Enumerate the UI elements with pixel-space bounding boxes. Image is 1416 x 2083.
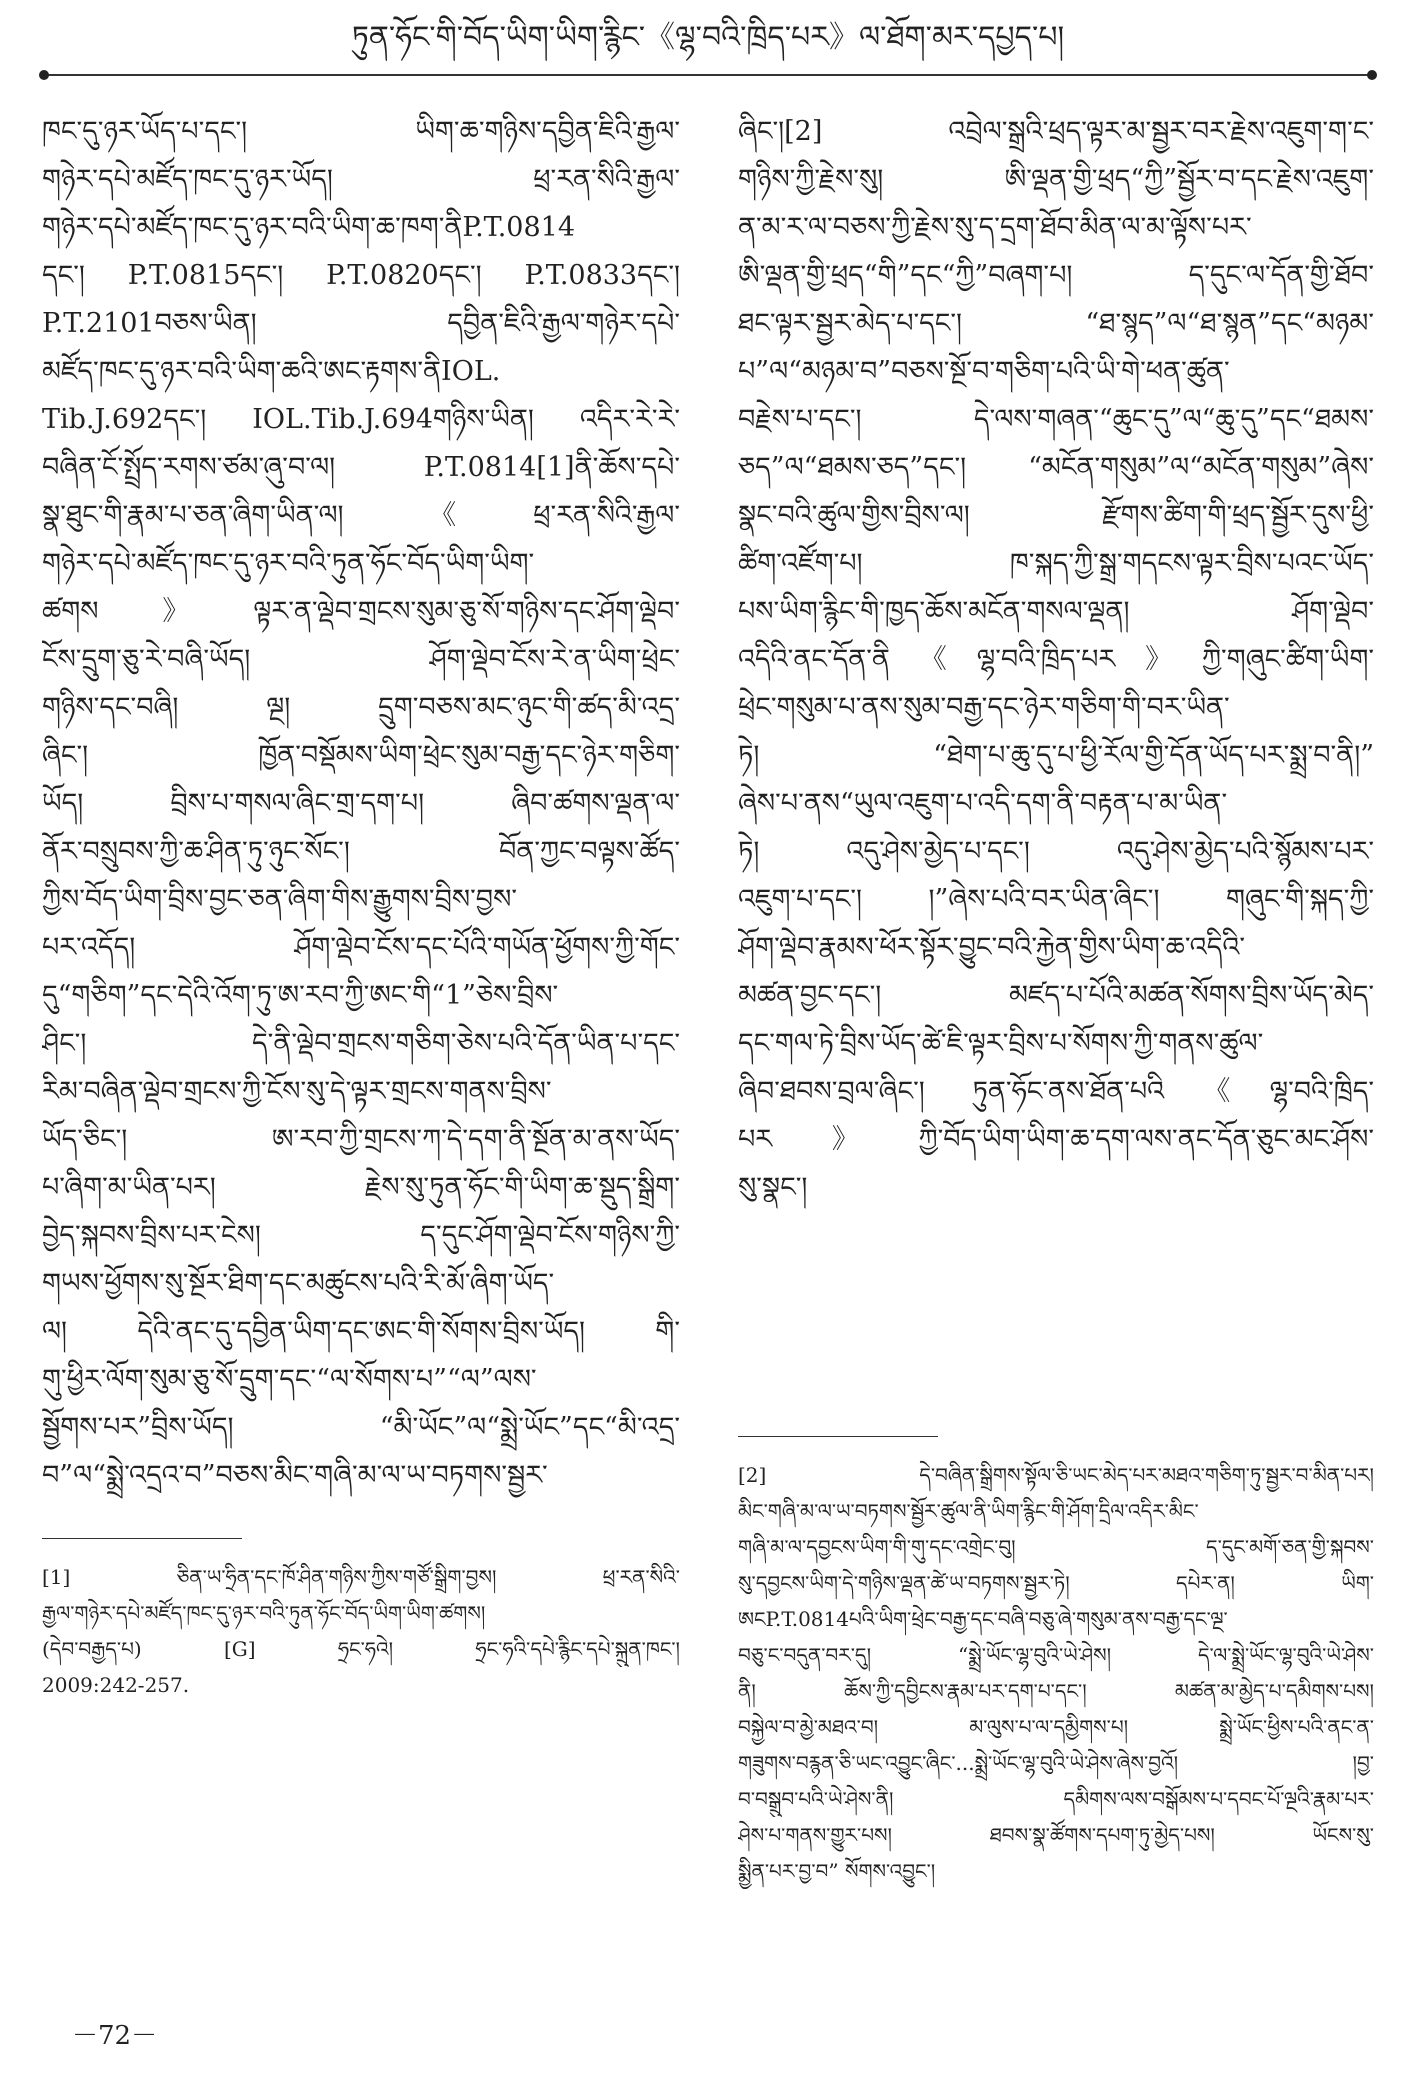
text-line: གཉིས་དང་བཞི། ལྔ། དྲུག་བཅས་མང་ཉུང་གི་ཚད་མི་འདྲ་ [42,692,680,723]
text-line: ནོར་བསྲུབས་ཀྱི་ཆ་ཤིན་ཏུ་ཉུང་སོང་། བོན་ཀྱང་བལྟས་ཚོད་ [42,836,680,867]
footnote-rule [738,1436,938,1437]
text-line: ཞེས་པ་ནས“ཡུལ་འཇུག་པ་འདི་དག་ནི་བརྟན་པ་མ་ཡིན་ [738,788,1228,819]
text-line: རིམ་བཞིན་ལྡེབ་གྲངས་ཀྱི་ངོས་སུ་དེ་ལྟར་གྲངས་གནས་བྲིས་ [42,1076,552,1107]
left-footnote [42,1524,680,1703]
text-line: སྣ་ཐུང་གི་རྣམ་པ་ཅན་ཞིག་ཡིན་ལ། 《ཕྲ་རན་སིའི་རྒྱལ་ [42,500,680,531]
footnote-line: བ་བསྒྲུབ་པའི་ཡེ་ཤེས་ནི། དམིགས་ལས་བསྒོམས་པ་དབང་པོ་ལྔའི་རྣམ་པར་ [738,1787,1374,1811]
footnote-line: བཅུ་ང་བདུན་བར་དུ། “སྨྲེ་ཡོང་ལྷ་བུའི་ཡེ་ཤེས། དེ་ལ་སྨྲེ་ཡོང་ལྷ་བུའི་ཡེ་ཤེས་ [738,1643,1374,1667]
text-line: སུ་སྣང་། [738,1172,808,1203]
text-line: ཡོད། བྲིས་པ་གསལ་ཞིང་གྲ་དག་པ། ཞིབ་ཚགས་ལྡན་ལ་ [42,788,680,819]
text-line: ཞིང་། ཁྱོན་བསྡོམས་ཡིག་ཕྲེང་སུམ་བརྒྱ་དང་ཉེར་གཅིག་ [42,740,680,771]
text-line: གཉིས་ཀྱི་རྗེས་སུ། ཨི་ལྡན་གྱི་ཕྲད“ཀྱི”སྦྱོར་བ་དང་རྗེས་འཇུག་ [738,164,1374,195]
text-line: པ་ཞིག་མ་ཡིན་པར། རྗེས་སུ་ཏུན་ཧོང་གི་ཡིག་ཆ་སྡུད་སྒྲིག་ [42,1172,680,1203]
text-line: གཡས་ཕྱོགས་སུ་སྔོར་ཐིག་དང་མཚུངས་པའི་རི་མོ་ཞིག་ཡོད་ [42,1268,555,1299]
right-footnote [738,1422,1374,1889]
footnote-line: [2] དེ་བཞིན་སྒྲིགས་སྟོལ་ཅི་ཡང་མེད་པར་མཐའ་གཅིག་ཏུ་སྦྱར་བ་མིན་པར། [738,1463,1374,1487]
footnote-line: [1] ཅིན་ཡ་ཧྲིན་དང་ཁོ་ཤིན་གཉིས་ཀྱིས་གཙོ་སྒྲིག་བྱས། ཕྲ་རན་སིའི་ [42,1565,680,1589]
text-line: འཇུག་པ་དང་། །”ཞེས་པའི་བར་ཡིན་ཞིང་། གཞུང་གི་སྐད་ཀྱི་ [738,884,1374,915]
text-line: ངོས་དྲུག་ཅུ་རེ་བཞི་ཡོད། ཤོག་ལྡེབ་ངོས་རེ་ན་ཡིག་ཕྲེང་ [42,644,680,675]
text-line: གཉེར་དཔེ་མཛོད་ཁང་དུ་ཉར་ཡོད། ཕྲ་རན་སིའི་རྒྱལ་ [42,164,680,195]
text-line: ཕྲེང་གསུམ་པ་ནས་སུམ་བརྒྱ་དང་ཉེར་གཅིག་གི་བར་ཡིན་ [738,692,1230,723]
text-line: དུ“གཅིག”དང་དེའི་འོག་ཏུ་ཨ་རབ་ཀྱི་ཨང་གི“1”ཅེས་བྲིས་ [42,980,559,1011]
text-line: ན་མ་ར་ལ་བཅས་ཀྱི་རྗེས་སུ་ད་དྲག་ཐོབ་མིན་ལ་མ་ལྟོས་པར་ [738,212,1252,243]
footnote-line: ནི། ཆོས་ཀྱི་དབྱིངས་རྣམ་པར་དག་པ་དང་། མཚན་མ་མྱེད་པ་དམིགས་པས། [738,1679,1374,1703]
text-line: དང་། P.T.0815དང་། P.T.0820དང་། P.T.0833དང་། [42,260,680,291]
footnote-line: ཤེས་པ་གནས་གྱུར་པས། ཐབས་སྣ་ཚོགས་དཔག་ཏུ་མྱེད་པས། ཡོངས་སུ་ [738,1823,1374,1847]
text-line: མཛོད་ཁང་དུ་ཉར་བའི་ཡིག་ཆའི་ཨང་རྟགས་ནིIOL. [42,356,501,387]
footnote-rule [42,1538,242,1539]
text-line: ཀྱིས་བོད་ཡིག་བྲིས་བྱང་ཅན་ཞིག་གིས་རྒྱུགས་བྲིས་བྱས་ [42,884,518,915]
text-line: པར་འདོད། ཤོག་ལྡེབ་ངོས་དང་པོའི་གཡོན་ཕྱོགས་ཀྱི་གོང་ [42,932,680,963]
text-line: སྦྱོགས་པར”བྲིས་ཡོད། “མི་ཡོང”ལ“སྨྲེ་ཡོང”དང“མི་འདྲ་ [42,1412,680,1443]
text-line: གཉེར་དཔེ་མཛོད་ཁང་དུ་ཉར་བའི་ཡིག་ཆ་ཁག་ནིP.T.0814 [42,212,576,243]
text-line: གཉེར་དཔེ་མཛོད་ཁང་དུ་ཉར་བའི་ཏུན་ཧོང་བོད་ཡིག་ཡིག་ [42,548,535,579]
footnote-line: 2009:242-257. [42,1673,190,1697]
text-line: པས་ཡིག་རྙིང་གི་ཁྱད་ཆོས་མངོན་གསལ་ལྡན། ཤོག་ལྡེབ་ [738,596,1374,627]
text-line: ཏེ། འདུ་ཤེས་མྱེད་པ་དང་། འདུ་ཤེས་མྱེད་པའི་སྙོམས་པར་ [738,836,1374,867]
footnote-line: (དེབ་བརྒྱད་པ) [G] ཧྲང་ཧའེ། ཧྲང་ཧའི་དཔེ་རྙིང་དཔེ་སྐྲུན་ཁང་། [42,1637,680,1661]
text-line: P.T.2101བཅས་ཡིན། དབྱིན་ཇིའི་རྒྱལ་གཉེར་དཔེ་ [42,308,680,339]
footnote-line: བསྐྱེལ་བ་མྱེ་མཐའ་བ། མ་ལུས་པ་ལ་དམྱིགས་པ། སྨྲེ་ཡོང་ཕྱིས་པའི་ནང་ན་ [738,1715,1374,1739]
text-line: འདིའི་ནང་དོན་ནི《ལྷ་བའི་ཁྲིད་པར》ཀྱི་གཞུང་ཚིག་ཡིག་ [738,644,1374,675]
text-line: ཤོག་ལྡེབ་རྣམས་ཕོར་སྟོར་བྱུང་བའི་རྐྱེན་གྱིས་ཡིག་ཆ་འདིའི་ [738,932,1246,963]
text-line: ཡོད་ཅིང་། ཨ་རབ་ཀྱི་གྲངས་ཀ་དེ་དག་ནི་སྔོན་མ་ནས་ཡོད་ [42,1124,680,1155]
footnote-line: སུ་དབྱངས་ཡིག་དེ་གཉིས་ལྡན་ཚེ་ཡ་བཏགས་སྦྱར་ཏེ། དཔེར་ན། ཡིག་ [738,1571,1374,1595]
text-line: པ”ལ“མཉམ་བ”བཅས་སྔོ་བ་གཅིག་པའི་ཡི་གེ་ཕན་ཚུན་ [738,356,1230,387]
text-line: བྱེད་སྐབས་བྲིས་པར་ངེས། ད་དུང་ཤོག་ལྡེབ་ངོས་གཉིས་ཀྱི་ [42,1220,680,1251]
text-line: དང་གལ་ཏེ་བྲིས་ཡོད་ཚེ་ཇི་ལྟར་བྲིས་པ་སོགས་ཀྱི་གནས་ཚུལ་ [738,1028,1264,1059]
text-line: བ”ལ“སྨྲེ་འདྲའ་བ”བཅས་མིང་གཞི་མ་ལ་ཡ་བཏགས་སྦྱར་ [42,1460,548,1491]
running-header: ཏུན་ཧོང་གི་བོད་ཡིག་ཡིག་རྙིང་《ལྷ་བའི་ཁྲིད་པར》ལ་ཐོག་མར་དཔྱད་པ། [351,20,1065,55]
text-line: མཚན་བྱང་དང་། མཛད་པ་པོའི་མཚན་སོགས་བྲིས་ཡོད་མེད་ [738,980,1374,1011]
text-line: ཞིང་།[2] འབྲེལ་སྒྲའི་ཕྲད་ལྟར་མ་སྦྱར་བར་རྗེས་འཇུག་ག་ང་ [738,116,1374,147]
text-line: གུ་ཕྱིར་ལོག་སུམ་ཅུ་སོ་དྲུག་དང་“ལ་སོགས་པ”“ལ”ལས་ [42,1364,537,1395]
text-line: སྣང་བའི་ཚུལ་གྱིས་བྲིས་ལ། རྫོགས་ཚིག་གི་ཕྲད་སྦྱོར་དུས་ཕྱི་ [738,500,1374,531]
right-column [738,108,1374,1212]
text-line: ལ། དེའི་ནང་དུ་དབྱིན་ཡིག་དང་ཨང་གི་སོགས་བྲིས་ཡོད། གི་ [42,1316,680,1347]
text-line: བཞིན་ངོ་སྤྲོད་རགས་ཙམ་ཞུ་བ་ལ། P.T.0814[1]ནི་ཆོས་དཔེ་ [42,452,680,483]
text-line: ཏེ། “ཐེག་པ་ཆུ་དུ་པ་ཕྱི་རོལ་གྱི་དོན་ཡོད་པར་སྨྲ་བ་ནི།” [738,740,1374,771]
footnote-line: གཞི་མ་ལ་དབྱངས་ཡིག་གི་གུ་དང་འགྲེང་བུ། ད་དུང་མགོ་ཅན་གྱི་སྐབས་ [738,1535,1374,1559]
text-line: ཚིག་འཛོག་པ། ཁ་སྐད་ཀྱི་སྒྲ་གདངས་ལྟར་བྲིས་པའང་ཡོད་ [738,548,1374,579]
header-rule [44,74,1372,76]
text-line: ཁང་དུ་ཉར་ཡོད་པ་དང་། ཡིག་ཆ་གཉིས་དབྱིན་ཇིའི་རྒྱལ་ [42,116,680,147]
text-line: པར》ཀྱི་བོད་ཡིག་ཡིག་ཆ་དག་ལས་ནང་དོན་ཅུང་མང་ཤོས་ [738,1124,1374,1155]
left-column [42,108,680,1500]
text-line: ཨི་ལྡན་གྱི་ཕྲད“གི”དང“ཀྱི”བཞག་པ། ད་དུང་ལ་དོན་གྱི་ཐོབ་ [738,260,1374,291]
footnote-line: ཨངP.T.0814པའི་ཡིག་ཕྲེང་བརྒྱ་དང་བཞི་བཅུ་ཞེ་གསུམ་ནས་བརྒྱ་དང་ལྔ་ [738,1607,1228,1631]
footnote-line: སྨྱིན་པར་བྱ་བ” སོགས་འབྱུང་། [738,1859,936,1883]
footnote-line: གཟུགས་བརྙན་ཅི་ཡང་འབྱུང་ཞིང་...སྨྲེ་ཡོང་ལྷ་བུའི་ཡེ་ཤེས་ཞེས་བྱའོ། །བྱ་ [738,1751,1374,1775]
text-line: བརྗེས་པ་དང་། དེ་ལས་གཞན་“ཆུང་དུ”ལ“ཆུ་དུ”དང“ཐམས་ [738,404,1374,435]
text-line: ཅད”ལ“ཐམས་ཅད”དང་། “མངོན་གསུམ”ལ“མངོན་གསུམ”ཞེས་ [738,452,1374,483]
text-line: ཚགས》ལྟར་ན་ལྡེབ་གྲངས་སུམ་ཅུ་སོ་གཉིས་དང་ཤོག་ལྡེབ་ [42,596,680,627]
text-line: ཞིབ་ཐབས་བྲལ་ཞིང་། ཏུན་ཧོང་ནས་ཐོན་པའི《ལྷ་བའི་ཁྲིད་ [738,1076,1374,1107]
text-line: Tib.J.692དང་། IOL.Tib.J.694གཉིས་ཡིན། འདིར་རེ་རེ་ [42,404,680,435]
footnote-line: རྒྱལ་གཉེར་དཔེ་མཛོད་ཁང་དུ་ཉར་བའི་ཏུན་ཧོང་བོད་ཡིག་ཡིག་ཚགས། [42,1601,486,1625]
page-number: －72－ [72,2021,158,2051]
text-line: ཤིང་། དེ་ནི་ལྡེབ་གྲངས་གཅིག་ཅེས་པའི་དོན་ཡིན་པ་དང་ [42,1028,680,1059]
footnote-line: མིང་གཞི་མ་ལ་ཡ་བཏགས་སྦྱོར་ཚུལ་ནི་ཡིག་རྙིང་གི་ཤོག་དྲིལ་འདིར་མིང་ [738,1499,1199,1523]
text-line: ཐང་ལྟར་སྦྱར་མེད་པ་དང་། “ཐ་སྙད”ལ“ཐ་སྙན”དང“མཉམ་ [738,308,1374,339]
